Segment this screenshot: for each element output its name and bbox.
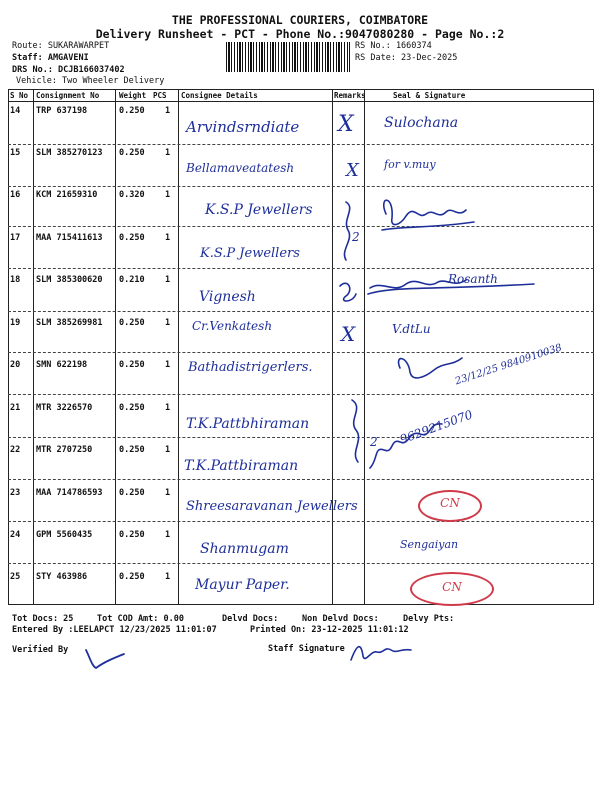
consignee-handwritten: Bathadistrigerlers. [188, 360, 313, 375]
col-header-sno: S No [10, 91, 29, 100]
row-consignment: GPM 5560435 [36, 530, 93, 540]
col-header-pcs: PCS [153, 91, 167, 100]
seal-signature: 23/12/25 9840910038 [453, 342, 564, 388]
col-header-seal: Seal & Signature [393, 91, 466, 100]
row-weight: 0.250 [119, 318, 145, 328]
remark-mark: 2 [370, 435, 378, 449]
row-weight: 0.250 [119, 445, 145, 455]
row-sno: 14 [10, 106, 21, 116]
row-consignment: STY 463986 [36, 572, 88, 582]
staff-signature [347, 638, 417, 668]
runsheet-title: Delivery Runsheet - PCT - Phone No.:9047080280 - Page No.:2 [95, 27, 505, 41]
col-header-consignee: Consignee Details [181, 91, 258, 100]
consignee-handwritten: T.K.Pattbhiraman [186, 416, 310, 432]
row-weight: 0.250 [119, 106, 145, 116]
drs-number: DRS No.: DCJB166037402 [12, 65, 125, 75]
consignee-handwritten: Bellamaveatatesh [186, 161, 295, 175]
row-consignment: KCM 21659310 [36, 190, 98, 200]
row-pcs: 1 [165, 403, 171, 413]
seal-signature: 9629215070 [397, 407, 475, 447]
remark-mark: X [338, 112, 354, 137]
row-weight: 0.250 [119, 572, 145, 582]
printed-on: Printed On: 23-12-2025 11:01:12 [250, 625, 409, 635]
row-weight: 0.250 [119, 148, 145, 158]
tot-cod: Tot COD Amt: 0.00 [97, 614, 184, 624]
row-consignment: TRP 637198 [36, 106, 88, 116]
row-sno: 17 [10, 233, 21, 243]
delvd-docs: Delvd Docs: [222, 614, 279, 624]
vehicle-label: Vehicle: Two Wheeler Delivery [16, 76, 165, 86]
delvy-pts: Delvy Pts: [403, 614, 455, 624]
row-weight: 0.320 [119, 190, 145, 200]
consignee-handwritten: Arvindsrndiate [186, 118, 300, 136]
tot-docs: Tot Docs: 25 [12, 614, 74, 624]
row-sno: 20 [10, 360, 21, 370]
remark-mark: X [341, 322, 356, 346]
signature-scribbles-lower [334, 390, 594, 500]
row-consignment: SLM 385269981 [36, 318, 103, 328]
route-label: Route: SUKARAWARPET [12, 41, 110, 51]
col-header-consignment: Consignment No [36, 91, 100, 100]
row-pcs: 1 [165, 488, 171, 498]
row-sno: 18 [10, 275, 21, 285]
row-pcs: 1 [165, 318, 171, 328]
consignee-handwritten: K.S.P Jewellers [200, 246, 300, 261]
row-sno: 24 [10, 530, 21, 540]
row-sno: 16 [10, 190, 21, 200]
row-pcs: 1 [165, 275, 171, 285]
cn-stamp: CN [418, 490, 482, 522]
consignee-handwritten: Mayur Paper. [195, 577, 290, 593]
remark-mark: 2 [352, 230, 360, 244]
row-pcs: 1 [165, 572, 171, 582]
seal-signature: Rosanth [448, 272, 498, 286]
row-weight: 0.250 [119, 488, 145, 498]
seal-signature: Sengaiyan [400, 538, 459, 551]
non-delvd-docs: Non Delvd Docs: [302, 614, 379, 624]
row-pcs: 1 [165, 530, 171, 540]
row-pcs: 1 [165, 190, 171, 200]
row-weight: 0.210 [119, 275, 145, 285]
row-pcs: 1 [165, 445, 171, 455]
consignee-handwritten: Shreesaravanan Jewellers [186, 499, 358, 514]
col-header-remarks: Remarks [334, 91, 366, 100]
row-pcs: 1 [165, 148, 171, 158]
entered-by: Entered By :LEELAPCT 12/23/2025 11:01:07 [12, 625, 217, 635]
row-sno: 23 [10, 488, 21, 498]
rs-date: RS Date: 23-Dec-2025 [355, 53, 458, 63]
verified-signature [80, 644, 130, 672]
row-consignment: SLM 385270123 [36, 148, 103, 158]
row-consignment: MTR 2707250 [36, 445, 93, 455]
row-consignment: SMN 622198 [36, 360, 88, 370]
row-sno: 21 [10, 403, 21, 413]
signature-scribbles [334, 190, 594, 390]
consignee-handwritten: Cr.Venkatesh [192, 319, 273, 333]
consignee-handwritten: Shanmugam [200, 541, 289, 557]
row-weight: 0.250 [119, 403, 145, 413]
row-sno: 15 [10, 148, 21, 158]
seal-signature: for v.muy [384, 158, 436, 171]
row-sno: 19 [10, 318, 21, 328]
col-header-weight: Weight [119, 91, 147, 100]
consignee-handwritten: T.K.Pattbiraman [184, 458, 299, 474]
row-consignment: SLM 385300620 [36, 275, 103, 285]
remark-mark: X [346, 160, 359, 181]
verified-by: Verified By [12, 645, 69, 655]
consignee-handwritten: Vignesh [199, 289, 256, 305]
staff-label: Staff: AMGAVENI [12, 53, 89, 63]
row-sno: 22 [10, 445, 21, 455]
row-pcs: 1 [165, 233, 171, 243]
row-consignment: MTR 3226570 [36, 403, 93, 413]
cn-stamp: CN [410, 572, 494, 606]
row-pcs: 1 [165, 360, 171, 370]
barcode-bars [226, 42, 350, 72]
rs-number: RS No.: 1660374 [355, 41, 432, 51]
row-weight: 0.250 [119, 233, 145, 243]
row-sno: 25 [10, 572, 21, 582]
row-consignment: MAA 714786593 [36, 488, 103, 498]
seal-signature: Sulochana [384, 115, 459, 131]
row-weight: 0.250 [119, 360, 145, 370]
consignee-handwritten: K.S.P Jewellers [205, 202, 313, 218]
row-consignment: MAA 715411613 [36, 233, 103, 243]
seal-signature: V.dtLu [392, 322, 431, 336]
row-pcs: 1 [165, 106, 171, 116]
company-name: THE PROFESSIONAL COURIERS, COIMBATORE [171, 13, 429, 27]
row-weight: 0.250 [119, 530, 145, 540]
staff-signature-label: Staff Signature [268, 644, 345, 654]
